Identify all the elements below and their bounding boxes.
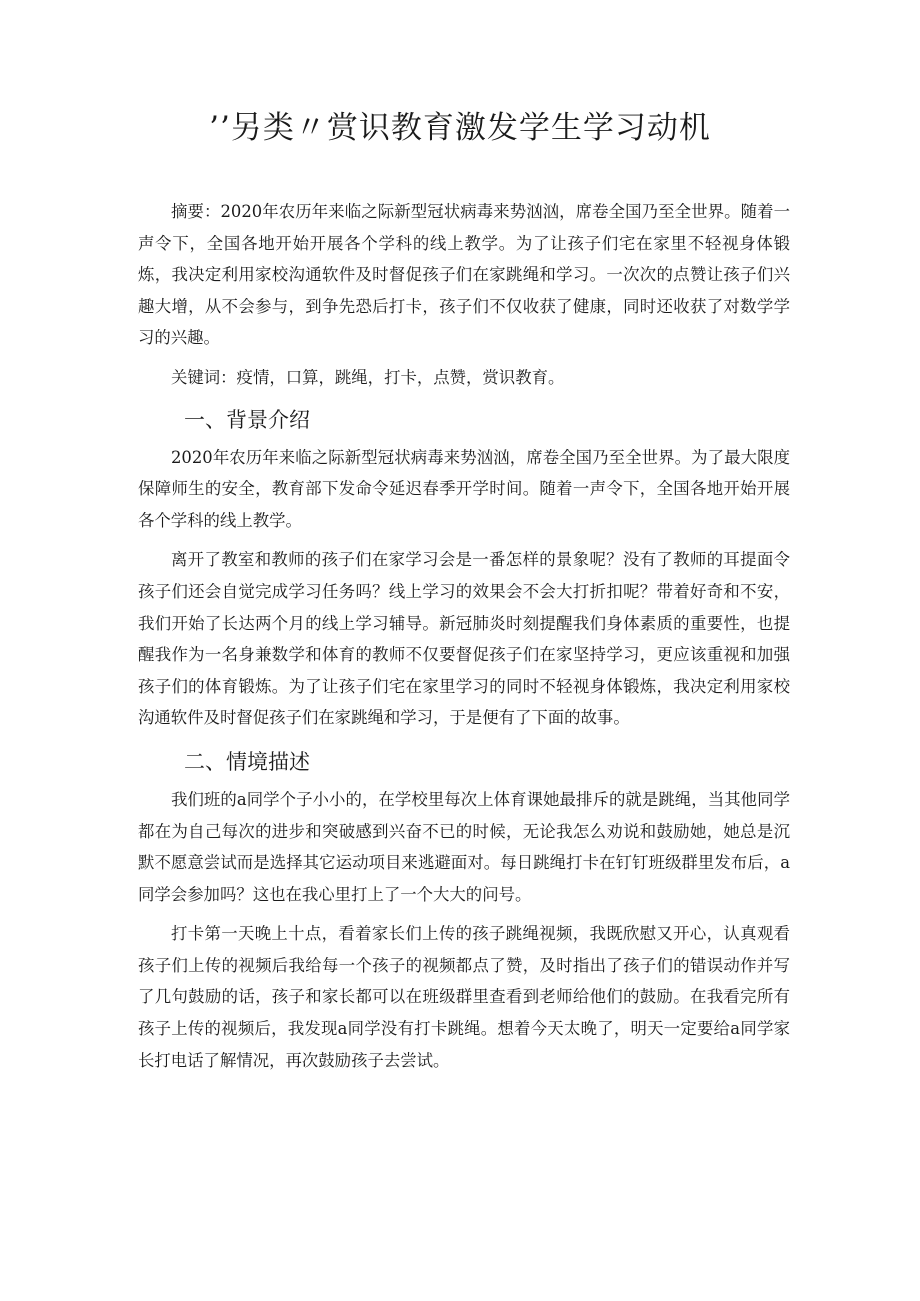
abstract-paragraph: 摘要：2020年农历年来临之际新型冠状病毒来势汹汹，席卷全国乃至全世界。随着一声令下，全国各地开始开展各个学科的线上教学。为了让孩子们宅在家里不轻视身体锻炼，我决定利用家校沟通软件及时督促孩子们在家跳绳和学习。一次次的点赞让孩子们兴趣大增，从不会参与，到争先恐后打卡，孩子们不仅收获了健康，同时还收获了对数学学习的兴趣。	[138, 202, 790, 348]
situation-paragraph-1: 我们班的a同学个子小小的，在学校里每次上体育课她最排斥的就是跳绳，当其他同学都在为自己每次的进步和突破感到兴奋不已的时候，无论我怎么劝说和鼓励她，她总是沉默不愿意尝试而是选择其它运动项目来逃避面对。每日跳绳打卡在钉钉班级群里发布后，a同学会参加吗？这也在我心里打上了一个大大的问号。	[138, 789, 790, 904]
section-heading-background: 一、背景介绍	[184, 407, 310, 432]
background-paragraph-1: 2020年农历年来临之际新型冠状病毒来势汹汹，席卷全国乃至全世界。为了最大限度保障师生的安全，教育部下发命令延迟春季开学时间。随着一声令下，全国各地开始开展各个学科的线上教学。	[138, 447, 790, 530]
section-heading-situation: 二、情境描述	[184, 749, 310, 774]
document-body	[138, 196, 790, 1084]
situation-paragraph-2: 打卡第一天晚上十点，看着家长们上传的孩子跳绳视频，我既欣慰又开心，认真观看孩子们上传的视频后我给每一个孩子的视频都点了赞，及时指出了孩子们的错误动作并写了几句鼓励的话，孩子和家长都可以在班级群里查看到老师给他们的鼓励。在我看完所有孩子上传的视频后，我发现a同学没有打卡跳绳。想着今天太晚了，明天一定要给a同学家长打电话了解情况，再次鼓励孩子去尝试。	[138, 924, 790, 1070]
document-title: ’’另类〃赏识教育激发学生学习动机	[209, 110, 711, 146]
keywords-paragraph: 关键词：疫情，口算，跳绳，打卡，点赞，赏识教育。	[171, 367, 565, 387]
background-paragraph-2: 离开了教室和教师的孩子们在家学习会是一番怎样的景象呢？没有了教师的耳提面令孩子们还会自觉完成学习任务吗？线上学习的效果会不会大打折扣呢？带着好奇和不安，我们开始了长达两个月的线上学习辅导。新冠肺炎时刻提醒我们身体素质的重要性，也提醒我作为一名身兼数学和体育的教师不仅要督促孩子们在家坚持学习，更应该重视和加强孩子们的体育锻炼。为了让孩子们宅在家里学习的同时不轻视身体锻炼，我决定利用家校沟通软件及时督促孩子们在家跳绳和学习，于是便有了下面的故事。	[138, 550, 790, 728]
